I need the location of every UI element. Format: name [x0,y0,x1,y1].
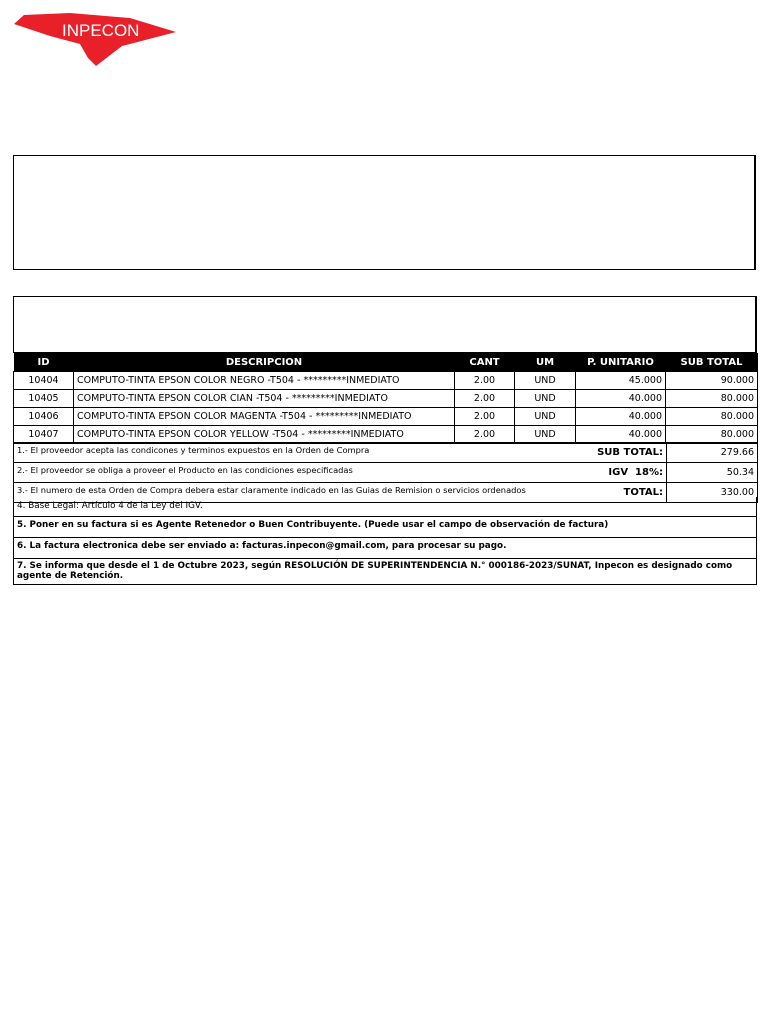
subtotal-value: 279.66 [667,443,758,463]
table-row [14,408,758,426]
cell-cant: 2.00 [455,390,515,408]
cell-cant: 2.00 [455,408,515,426]
condition-3: 3.- El numero de esta Orden de Compra debera estar claramente indicado en las Guias de Remision o servicios ordenados [14,483,574,503]
totals-row [14,443,758,463]
items-table [13,353,758,444]
cell-id: 10406 [14,408,74,426]
subtotal-label: SUB TOTAL: [574,443,667,463]
header-cant: CANT [455,353,515,372]
cell-cant: 2.00 [455,372,515,390]
cell-um: UND [515,390,576,408]
cell-descripcion: COMPUTO-TINTA EPSON COLOR YELLOW -T504 - *********INMEDIATO [74,426,455,444]
cell-id: 10404 [14,372,74,390]
total-value: 330.00 [667,483,758,503]
cell-unitario: 40.000 [576,390,666,408]
cell-um: UND [515,426,576,444]
note-6: 6. La factura electronica debe ser enviado a: facturas.inpecon@gmail.com, para procesar su pago. [13,538,757,559]
cell-unitario: 40.000 [576,408,666,426]
cell-unitario: 40.000 [576,426,666,444]
table-header-row [14,353,758,372]
note-5: 5. Poner en su factura si es Agente Retenedor o Buen Contribuyente. (Puede usar el campo de observación de factura) [13,517,757,538]
cell-descripcion: COMPUTO-TINTA EPSON COLOR MAGENTA -T504 - *********INMEDIATO [74,408,455,426]
note-4: 4. Base Legal: Artículo 4 de la Ley del IGV. [13,497,757,517]
cell-um: UND [515,408,576,426]
cell-subtotal: 80.000 [666,390,758,408]
supplier-info-box [13,155,756,270]
table-row [14,390,758,408]
totals-row [14,463,758,483]
total-label: TOTAL: [574,483,667,503]
header-subtotal: SUB TOTAL [666,353,758,372]
logo-text: INPECON [62,21,140,40]
igv-value: 50.34 [667,463,758,483]
notes-section [13,497,757,585]
condition-1: 1.- El proveedor acepta las condicones y terminos expuestos en la Orden de Compra [14,443,574,463]
cell-descripcion: COMPUTO-TINTA EPSON COLOR CIAN -T504 - *********INMEDIATO [74,390,455,408]
cell-id: 10405 [14,390,74,408]
cell-subtotal: 90.000 [666,372,758,390]
condition-2: 2.- El proveedor se obliga a proveer el Producto en las condiciones especificadas [14,463,574,483]
cell-descripcion: COMPUTO-TINTA EPSON COLOR NEGRO -T504 - *********INMEDIATO [74,372,455,390]
header-unitario: P. UNITARIO [576,353,666,372]
cell-unitario: 45.000 [576,372,666,390]
table-row [14,426,758,444]
cell-subtotal: 80.000 [666,408,758,426]
header-id: ID [14,353,74,372]
note-7: 7. Se informa que desde el 1 de Octubre 2023, según RESOLUCIÓN DE SUPERINTENDENCIA N.° 000186-2023/SUNAT, Inpecon es designado como agente de Retención. [13,559,757,585]
inpecon-logo [10,10,182,70]
header-um: UM [515,353,576,372]
cell-um: UND [515,372,576,390]
table-row [14,372,758,390]
igv-label: IGV 18%: [574,463,667,483]
cell-subtotal: 80.000 [666,426,758,444]
cell-cant: 2.00 [455,426,515,444]
order-info-box [13,296,757,353]
header-descripcion: DESCRIPCION [74,353,455,372]
cell-id: 10407 [14,426,74,444]
totals-table [13,442,758,503]
